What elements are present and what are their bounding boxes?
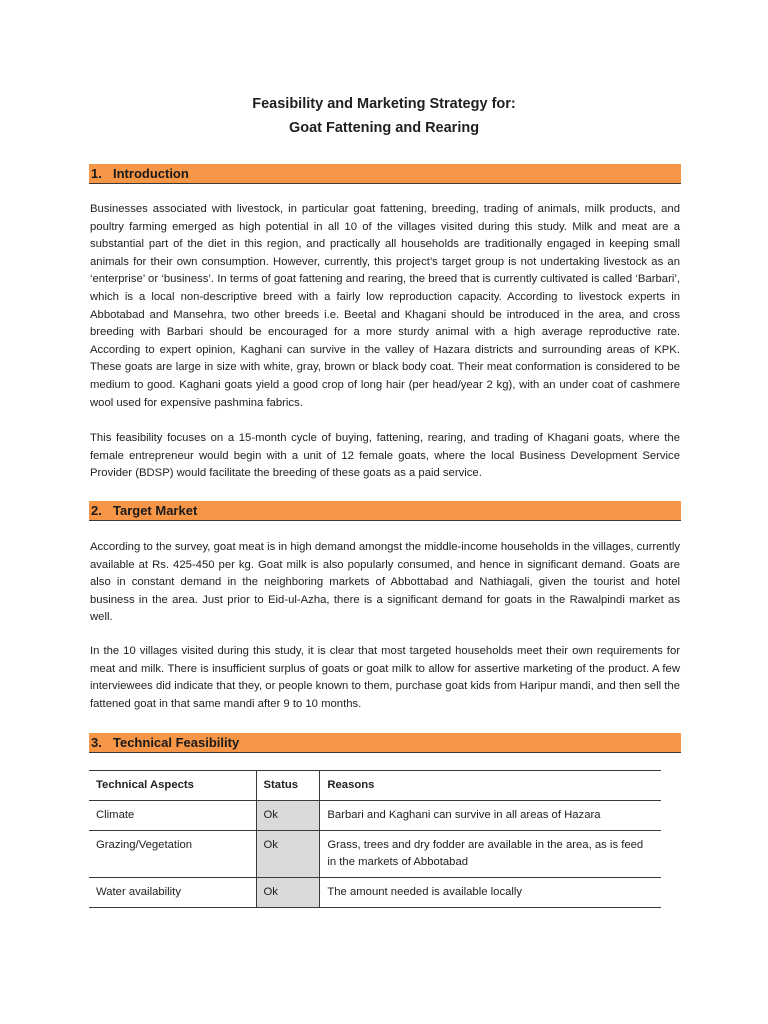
section-heading: Introduction [113, 166, 189, 181]
table-cell: The amount needed is available locally [320, 878, 661, 908]
column-header: Status [256, 771, 320, 801]
section-header-introduction [89, 164, 681, 184]
column-header: Reasons [320, 771, 661, 801]
table-cell: Grass, trees and dry fodder are available in the area, as is feed in the markets of Abbotabad [320, 831, 661, 878]
table-cell: Barbari and Kaghani can survive in all areas of Hazara [320, 801, 661, 831]
page-title [0, 92, 768, 140]
table-header-row [89, 771, 661, 801]
section-header-target-market [89, 501, 681, 521]
table-cell: Climate [89, 801, 256, 831]
section-number: 1. [91, 166, 102, 181]
paragraph: According to the survey, goat meat is in high demand amongst the middle-income households in the villages, currently available at Rs. 425-450 per kg. Goat milk is also popularly consumed, and hence in significant demand. Goats are also in constant demand in the neighboring markets of Abbottabad and Nathiagali, given the tourist and hotel business in the area. Just prior to Eid-ul-Azha, there is a significant demand for goats in the Rawalpindi market as well. [90, 541, 680, 624]
technical-feasibility-table [89, 770, 661, 908]
table-cell: Water availability [89, 878, 256, 908]
section-heading: Target Market [113, 503, 198, 518]
title-line-1: Feasibility and Marketing Strategy for: [252, 96, 516, 112]
table-row [89, 831, 661, 878]
paragraph: This feasibility focuses on a 15-month cycle of buying, fattening, rearing, and trading of Khagani goats, where the female entrepreneur would begin with a unit of 12 female goats, where the local Business Development Service Provider (BDSP) would facilitate the breeding of these goats as a paid service. [90, 432, 680, 480]
table-cell: Ok [256, 831, 320, 878]
table-cell: Ok [256, 801, 320, 831]
title-line-2: Goat Fattening and Rearing [288, 120, 480, 136]
table-row [89, 878, 661, 908]
paragraph: Businesses associated with livestock, in particular goat fattening, breeding, trading of animals, milk products, and poultry farming emerged as high potential in all 10 of the villages visited during this study. Milk and meat are a substantial part of the diet in this region, and practically all households are traditionally engaged in keeping small animals for their own consumption. However, currently, this project’s target group is not undertaking livestock as an ‘enterprise’ or ‘business’. In terms of goat fattening and rearing, the breed that is currently cultivated is called ‘Barbari’, which is a local non-descriptive breed with a fairly low reproduction capacity. According to livestock experts in Abbotabad and Mansehra, two other breeds i.e. Beetal and Khagani should be introduced in the area, and cross breeding with Barbari should be encouraged for a more sturdy animal with a high average reproductive rate. According to expert opinion, Kaghani can survive in the valley of Hazara districts and surrounding areas of KPK. These goats are large in size with white, gray, brown or black body coat. Their meat conformation is considered to be medium to good. Kaghani goats yield a good crop of long hair (per head/year 2 kg), with an under coat of cashmere wool used for expensive pashmina fabrics. [90, 203, 680, 409]
section-number: 3. [91, 735, 102, 750]
table-cell: Grazing/Vegetation [89, 831, 256, 878]
section-header-technical-feasibility [89, 733, 681, 753]
table-cell: Ok [256, 878, 320, 908]
paragraph: In the 10 villages visited during this study, it is clear that most targeted households meet their own requirements for meat and milk. There is insufficient surplus of goats or goat milk to allow for assertive marketing of the product. A few interviewees did indicate that they, or people known to them, purchase goat kids from Haripur mandi, and then sell the fattened goat in that same mandi after 9 to 10 months. [90, 645, 680, 710]
section-heading: Technical Feasibility [113, 735, 240, 750]
table-row [89, 801, 661, 831]
column-header: Technical Aspects [89, 771, 256, 801]
section-number: 2. [91, 503, 102, 518]
